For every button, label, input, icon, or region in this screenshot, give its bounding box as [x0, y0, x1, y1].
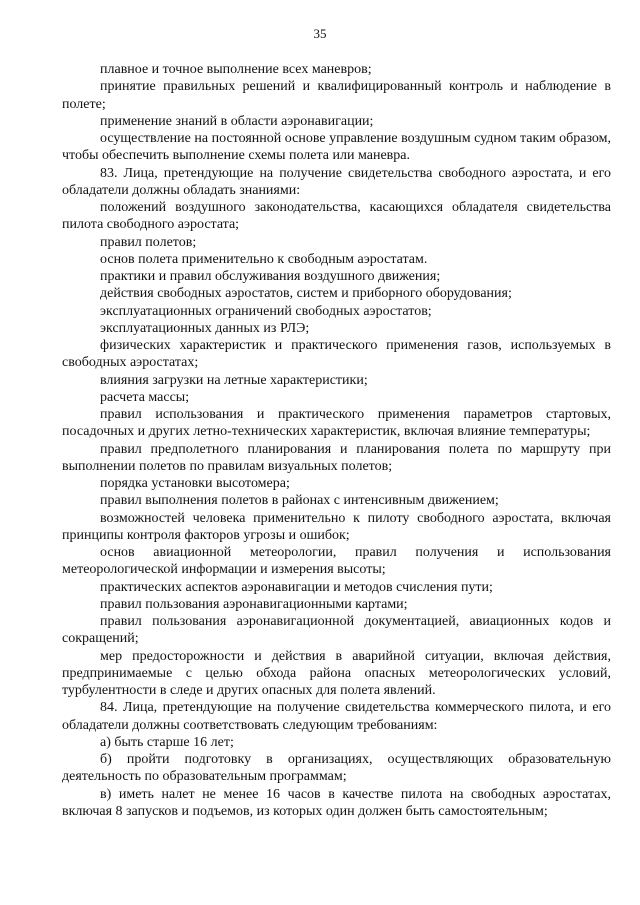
paragraph: эксплуатационных ограничений свободных аэростатов; [100, 303, 432, 319]
paragraph: 84. Лица, претендующие на получение свидетельства коммерческого пилота, и его обладатели должны соответствовать следующим требованиям: [62, 700, 611, 733]
paragraph: основ авиационной метеорологии, правил получения и использования метеорологической информации и измерения высоты; [62, 545, 611, 578]
paragraph: возможностей человека применительно к пилоту свободного аэростата, включая принципы контроля факторов угрозы и ошибок; [62, 510, 611, 543]
paragraph: применение знаний в области аэронавигации; [100, 113, 374, 129]
paragraph: 83. Лица, претендующие на получение свидетельства свободного аэростата, и его обладатели должны обладать знаниями: [62, 165, 611, 198]
paragraph: расчета массы; [100, 389, 190, 405]
paragraph: плавное и точное выполнение всех маневров; [100, 62, 372, 77]
paragraph: положений воздушного законодательства, касающихся обладателя свидетельства пилота свободного аэростата; [62, 200, 611, 233]
paragraph: правил предполетного планирования и планирования полета по маршруту при выполнении полетов по правилам визуальных полетов; [62, 441, 611, 474]
page-number: 35 [313, 26, 327, 41]
paragraph: влияния загрузки на летные характеристики; [100, 372, 368, 388]
document-body [62, 61, 611, 820]
paragraph: принятие правильных решений и квалифицированный контроль и наблюдение в полете; [62, 79, 611, 112]
paragraph: основ полета применительно к свободным аэростатам. [100, 251, 428, 267]
paragraph: физических характеристик и практического применения газов, используемых в свободных аэростатах; [62, 338, 611, 371]
paragraph: правил выполнения полетов в районах с интенсивным движением; [100, 493, 499, 509]
paragraph: а) быть старше 16 лет; [100, 734, 234, 750]
paragraph: б) пройти подготовку в организациях, осуществляющих образовательную деятельность по образовательным программам; [62, 752, 611, 785]
paragraph: правил пользования аэронавигационной документацией, авиационных кодов и сокращений; [62, 614, 611, 647]
paragraph: порядка установки высотомера; [100, 476, 290, 491]
paragraph: действия свободных аэростатов, систем и приборного оборудования; [100, 286, 512, 302]
paragraph: эксплуатационных данных из РЛЭ; [100, 320, 310, 336]
paragraph: правил пользования аэронавигационными картами; [100, 596, 408, 612]
paragraph: мер предосторожности и действия в аварийной ситуации, включая действия, предпринимаемые с целью обхода района опасных метеорологических условий, турбулентности в следе и других опасных для полета явлений. [62, 648, 611, 698]
paragraph: практики и правил обслуживания воздушного движения; [100, 269, 441, 284]
paragraph: правил использования и практического применения параметров стартовых, посадочных и других летно-технических характеристик, включая влияние температуры; [62, 407, 611, 440]
paragraph: в) иметь налет не менее 16 часов в качестве пилота на свободных аэростатах, включая 8 запусков и подъемов, из которых один должен быть самостоятельным; [62, 786, 611, 819]
paragraph: практических аспектов аэронавигации и методов счисления пути; [100, 579, 493, 595]
paragraph: осуществление на постоянной основе управление воздушным судном таким образом, чтобы обеспечить выполнение схемы полета или маневра. [62, 131, 611, 164]
paragraph: правил полетов; [100, 234, 197, 250]
